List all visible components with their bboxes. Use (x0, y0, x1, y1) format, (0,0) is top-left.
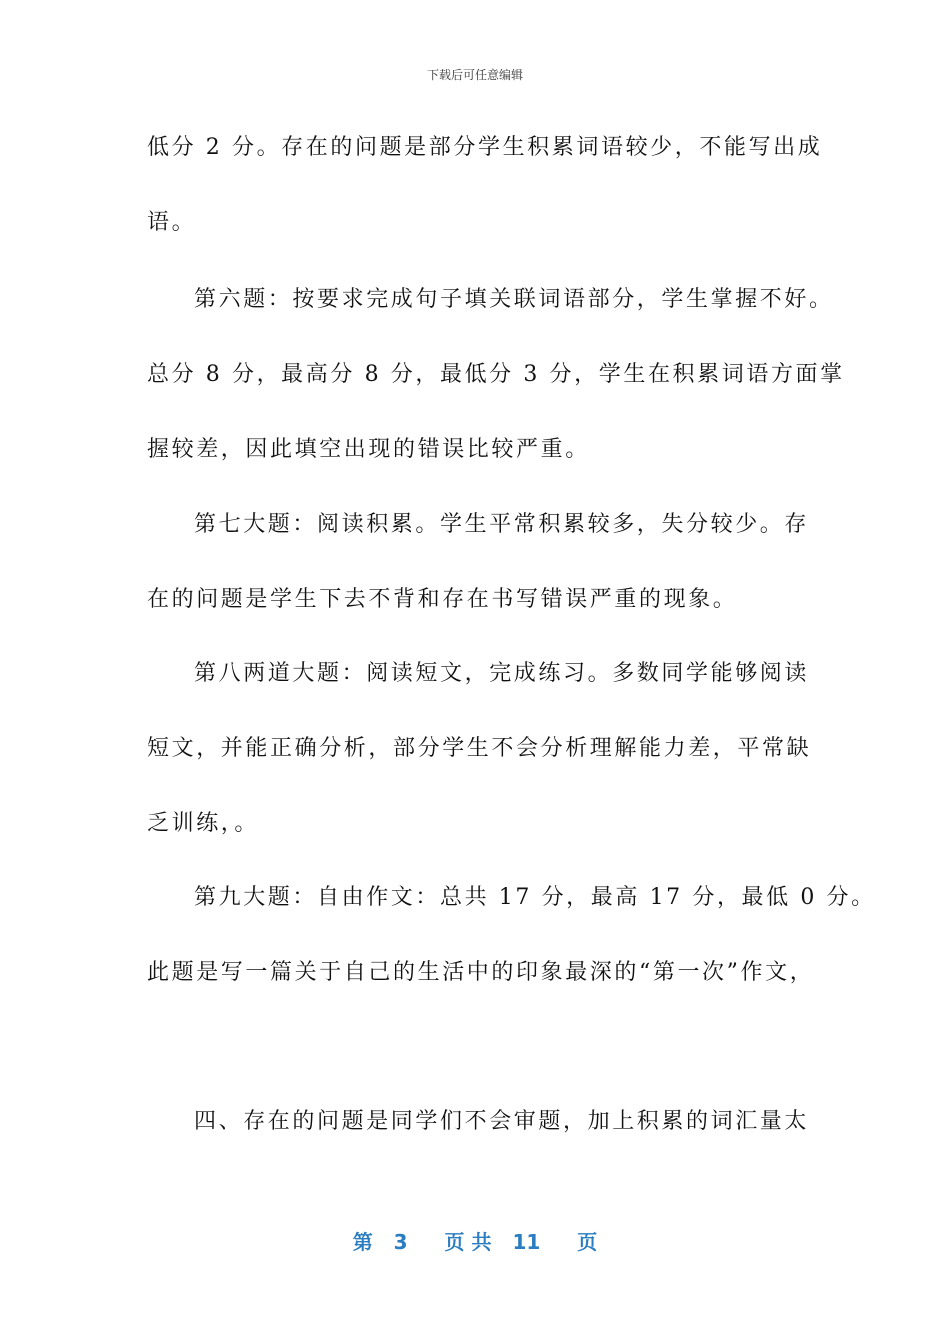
body-line: 第九大题：自由作文：总共 17 分，最高 17 分，最低 0 分。 (194, 885, 876, 910)
body-line: 第六题：按要求完成句子填关联词语部分，学生掌握不好。 (194, 287, 834, 312)
page-header: 下载后可任意编辑 (426, 68, 523, 82)
page-footer (0, 1226, 950, 1255)
body-line: 握较差，因此填空出现的错误比较严重。 (147, 437, 590, 462)
body-line: 短文，并能正确分析，部分学生不会分析理解能力差，平常缺 (147, 736, 812, 761)
body-line: 语。 (147, 210, 197, 235)
body-line: 第八两道大题：阅读短文，完成练习。多数同学能够阅读 (194, 661, 810, 686)
footer-current-page: 3 (393, 1230, 408, 1254)
body-line: 第七大题：阅读积累。学生平常积累较多，失分较少。存 (194, 512, 810, 537)
footer-total-pages: 11 (512, 1230, 541, 1254)
body-line: 总分 8 分，最高分 8 分，最低分 3 分，学生在积累词语方面掌 (147, 362, 845, 387)
footer-middle: 页 共 (444, 1230, 492, 1254)
body-line: 低分 2 分。存在的问题是部分学生积累词语较少，不能写出成 (147, 135, 823, 160)
body-line: 此题是写一篇关于自己的生活中的印象最深的“第一次”作文， (147, 960, 815, 985)
body-line: 四、存在的问题是同学们不会审题，加上积累的词汇量太 (194, 1109, 810, 1134)
footer-prefix: 第 (352, 1230, 373, 1254)
body-line: 在的问题是学生下去不背和存在书写错误严重的现象。 (147, 587, 738, 612)
body-line: 乏训练，。 (147, 811, 260, 836)
footer-suffix: 页 (577, 1230, 598, 1254)
